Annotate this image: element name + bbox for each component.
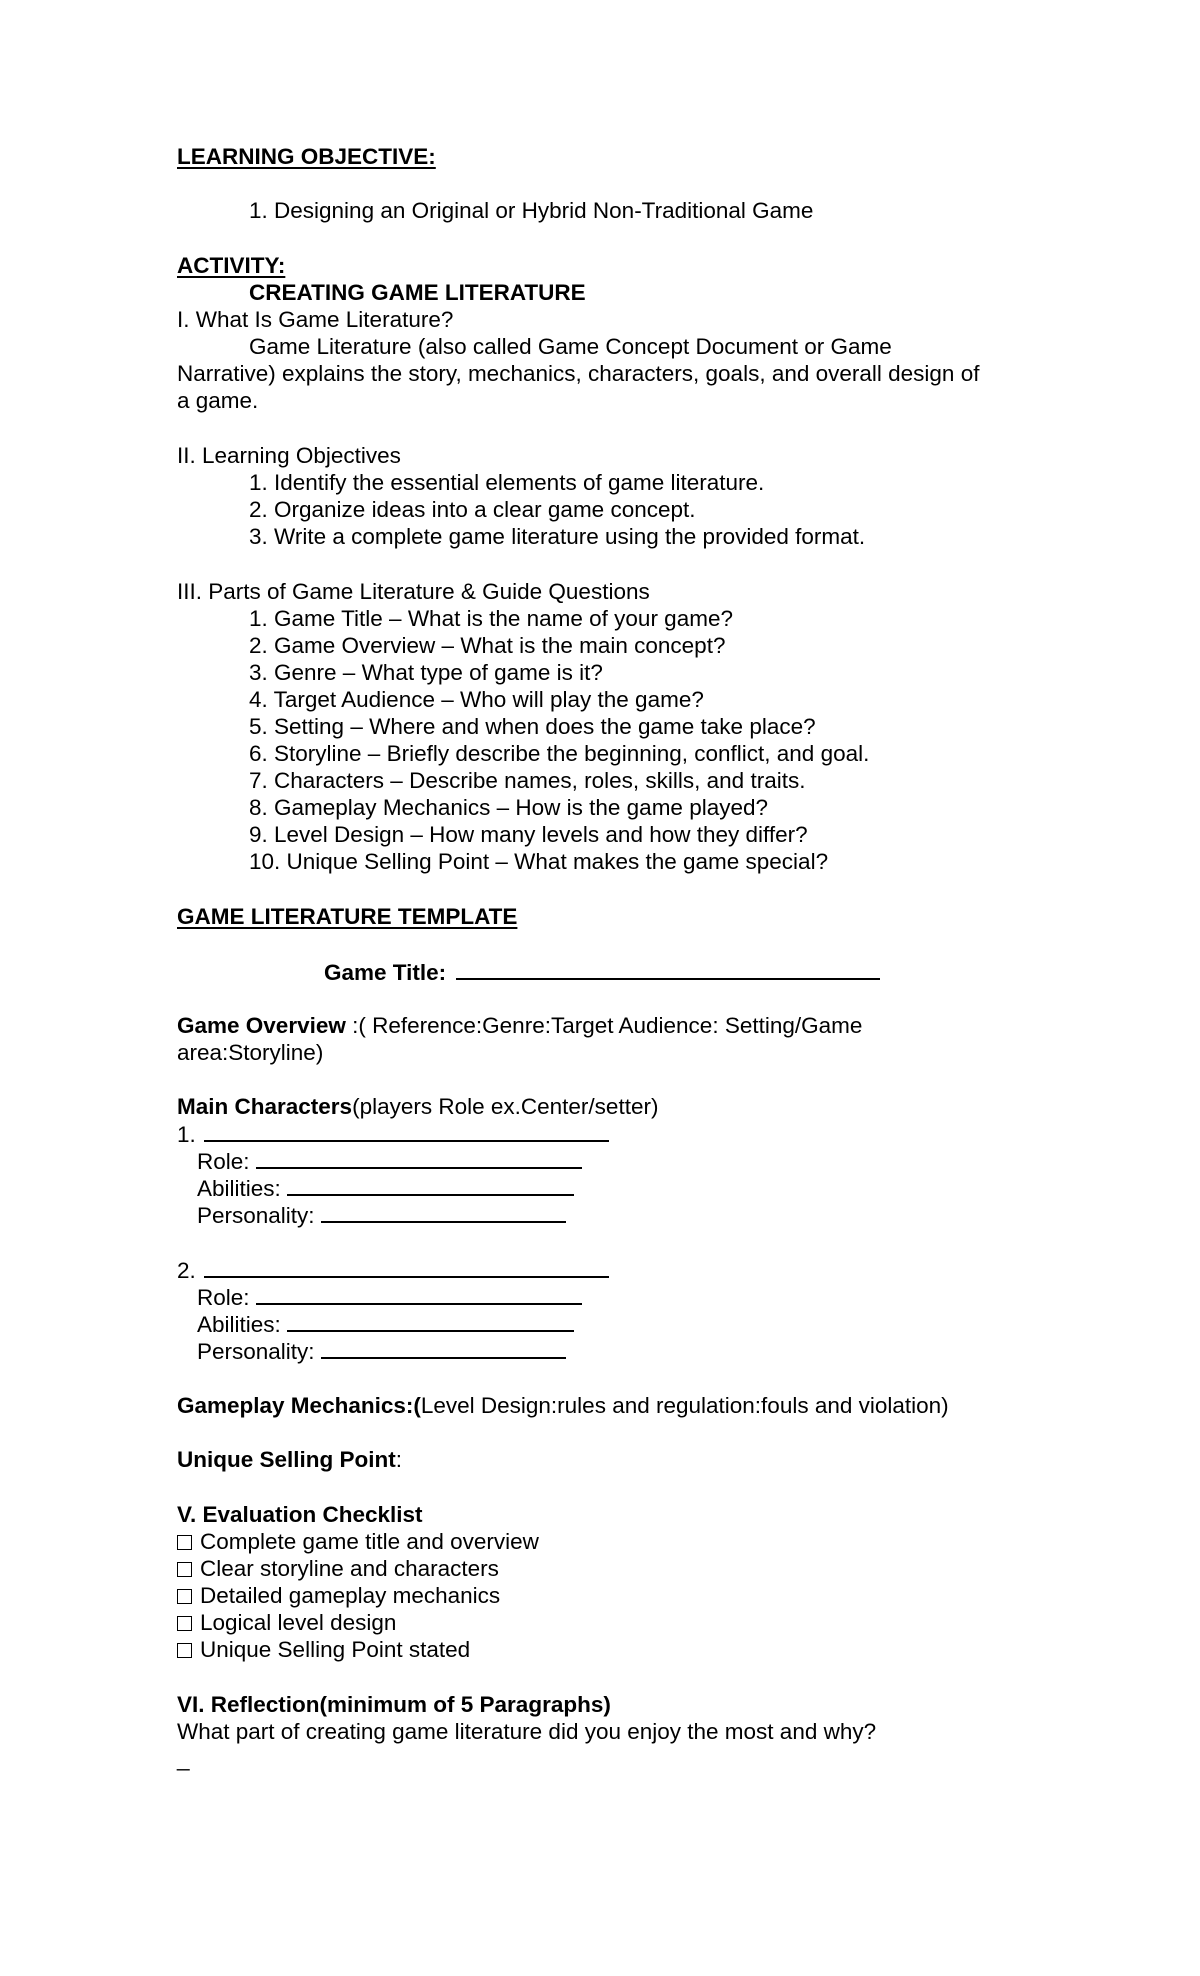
- reflection-heading: VI. Reflection(minimum of 5 Paragraphs): [177, 1692, 611, 1717]
- activity-heading: ACTIVITY:: [177, 253, 286, 278]
- checkbox-icon[interactable]: [177, 1562, 192, 1577]
- character-2-personality-blank[interactable]: [321, 1337, 566, 1359]
- evaluation-checklist-heading: V. Evaluation Checklist: [177, 1502, 423, 1527]
- game-title-blank[interactable]: [456, 958, 880, 980]
- section3-item: 5. Setting – Where and when does the game take place?: [249, 714, 816, 739]
- game-overview-hint-line2: area:Storyline): [177, 1040, 324, 1065]
- unique-selling-point-row: [177, 1446, 402, 1473]
- character-1-personality-row: [197, 1201, 566, 1229]
- section1-paragraph-line: Narrative) explains the story, mechanics, characters, goals, and overall design of: [177, 361, 980, 386]
- main-characters-label: Main Characters: [177, 1094, 353, 1119]
- section3-heading: III. Parts of Game Literature & Guide Questions: [177, 579, 650, 604]
- checklist-item-label: Clear storyline and characters: [200, 1556, 499, 1581]
- reflection-answer-line[interactable]: _: [177, 1746, 190, 1771]
- character-1-name-blank[interactable]: [204, 1120, 609, 1142]
- section3-item: 1. Game Title – What is the name of your game?: [249, 606, 733, 631]
- character-2-personality-label: Personality:: [197, 1339, 315, 1364]
- checklist-item[interactable]: [177, 1636, 470, 1663]
- game-title-row: [324, 958, 880, 986]
- checklist-item-label: Detailed gameplay mechanics: [200, 1583, 501, 1608]
- activity-title: CREATING GAME LITERATURE: [249, 280, 586, 305]
- character-2-role-row: [197, 1283, 582, 1311]
- character-1-abilities-row: [197, 1174, 574, 1202]
- main-characters-hint: (players Role ex.Center/setter): [352, 1094, 659, 1119]
- section3-item: 6. Storyline – Briefly describe the beginning, conflict, and goal.: [249, 741, 870, 766]
- section2-item: 1. Identify the essential elements of game literature.: [249, 470, 765, 495]
- character-2-number: 2.: [177, 1258, 196, 1283]
- checkbox-icon[interactable]: [177, 1616, 192, 1631]
- gameplay-mechanics-label: Gameplay Mechanics:(: [177, 1393, 421, 1418]
- character-1-abilities-label: Abilities:: [197, 1176, 281, 1201]
- section1-paragraph-line: a game.: [177, 388, 259, 413]
- character-2-abilities-row: [197, 1310, 574, 1338]
- game-overview-hint: :( Reference:Genre:Target Audience: Setting/Game: [345, 1013, 863, 1038]
- checklist-item-label: Complete game title and overview: [200, 1529, 539, 1554]
- character-2-role-blank[interactable]: [256, 1283, 582, 1305]
- checklist-item[interactable]: [177, 1609, 396, 1636]
- section2-item: 3. Write a complete game literature using the provided format.: [249, 524, 866, 549]
- checklist-item-label: Unique Selling Point stated: [200, 1637, 471, 1662]
- character-2-name-blank[interactable]: [204, 1256, 609, 1278]
- checkbox-icon[interactable]: [177, 1643, 192, 1658]
- character-2-abilities-blank[interactable]: [287, 1310, 574, 1332]
- unique-selling-point-colon: :: [395, 1447, 403, 1472]
- checklist-item-label: Logical level design: [200, 1610, 397, 1635]
- character-1-role-row: [197, 1147, 582, 1175]
- main-characters-row: [177, 1093, 658, 1120]
- section3-item: 2. Game Overview – What is the main concept?: [249, 633, 726, 658]
- checkbox-icon[interactable]: [177, 1589, 192, 1604]
- character-2-personality-row: [197, 1337, 566, 1365]
- learning-objective-item: 1. Designing an Original or Hybrid Non-Traditional Game: [249, 198, 814, 223]
- character-1-abilities-blank[interactable]: [287, 1174, 574, 1196]
- character-1-name-row: [177, 1120, 609, 1148]
- game-overview-row: [177, 1012, 862, 1039]
- character-1-role-label: Role:: [197, 1149, 250, 1174]
- reflection-question: What part of creating game literature did you enjoy the most and why?: [177, 1719, 877, 1744]
- unique-selling-point-label: Unique Selling Point: [177, 1447, 396, 1472]
- character-1-personality-blank[interactable]: [321, 1201, 566, 1223]
- checklist-item[interactable]: [177, 1528, 539, 1555]
- section3-item: 10. Unique Selling Point – What makes the game special?: [249, 849, 829, 874]
- game-title-label: Game Title:: [324, 960, 447, 985]
- character-1-personality-label: Personality:: [197, 1203, 315, 1228]
- checklist-item[interactable]: [177, 1555, 499, 1582]
- section3-item: 8. Gameplay Mechanics – How is the game played?: [249, 795, 769, 820]
- section3-item: 3. Genre – What type of game is it?: [249, 660, 603, 685]
- section2-heading: II. Learning Objectives: [177, 443, 401, 468]
- section3-item: 7. Characters – Describe names, roles, skills, and traits.: [249, 768, 806, 793]
- character-2-role-label: Role:: [197, 1285, 250, 1310]
- gameplay-mechanics-row: [177, 1392, 949, 1419]
- section3-item: 4. Target Audience – Who will play the game?: [249, 687, 704, 712]
- section2-item: 2. Organize ideas into a clear game concept.: [249, 497, 696, 522]
- game-overview-label: Game Overview: [177, 1013, 346, 1038]
- section1-heading: I. What Is Game Literature?: [177, 307, 454, 332]
- section1-paragraph-line: Game Literature (also called Game Concept Document or Game: [249, 334, 892, 359]
- character-1-role-blank[interactable]: [256, 1147, 582, 1169]
- learning-objective-heading: LEARNING OBJECTIVE:: [177, 144, 436, 169]
- character-2-name-row: [177, 1256, 609, 1284]
- section3-item: 9. Level Design – How many levels and how they differ?: [249, 822, 808, 847]
- template-heading: GAME LITERATURE TEMPLATE: [177, 904, 518, 929]
- character-1-number: 1.: [177, 1122, 196, 1147]
- character-2-abilities-label: Abilities:: [197, 1312, 281, 1337]
- checkbox-icon[interactable]: [177, 1535, 192, 1550]
- gameplay-mechanics-hint: Level Design:rules and regulation:fouls and violation): [420, 1393, 949, 1418]
- checklist-item[interactable]: [177, 1582, 500, 1609]
